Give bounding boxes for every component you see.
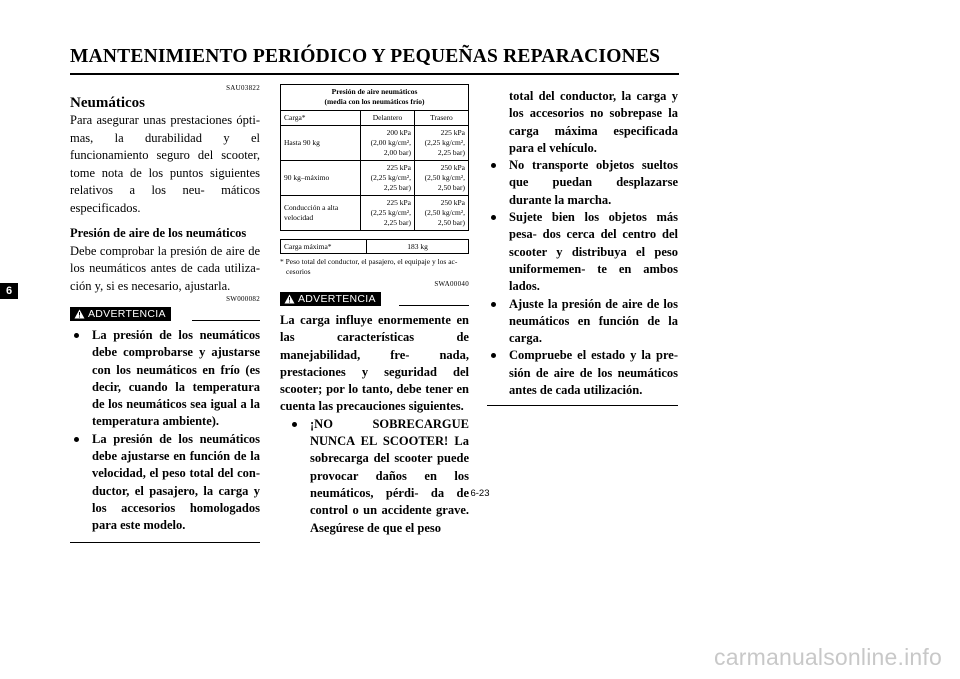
warning-label: ADVERTENCIA	[88, 308, 166, 320]
table-title-line: Presión de aire neumáticos	[331, 87, 418, 96]
cell-line: 225 kPa	[386, 163, 411, 172]
section-title: Neumáticos	[70, 95, 145, 111]
cell-line: 250 kPa	[440, 163, 465, 172]
warning-label-box	[280, 292, 381, 306]
table-row	[281, 161, 469, 196]
page-number: 6-23	[470, 488, 490, 499]
subheading: Presión de aire de los neumáticos	[70, 226, 247, 240]
list-item: Compruebe el estado y la pre- sión de aire de los neumáticos antes de cada utilización.	[487, 347, 678, 399]
cell-line: (2,50 kg/cm²,	[424, 173, 465, 182]
table-header-cell: Trasero	[415, 111, 469, 126]
table-cell: Carga máxima*	[281, 240, 367, 254]
section-code: SAU03822	[226, 84, 260, 92]
table-cell	[415, 126, 469, 161]
list-item: Sujete bien los objetos más pesa- dos cerca del centro del scooter y distribuya el peso uniformemen- te en ambos lados.	[487, 209, 678, 295]
max-load-table	[280, 239, 469, 254]
tire-pressure-table	[280, 84, 469, 231]
cell-line: (2,25 kg/cm²,	[370, 173, 411, 182]
warning-header	[280, 292, 469, 308]
right-column	[487, 84, 678, 406]
table-row	[281, 126, 469, 161]
table-cell: Hasta 90 kg	[281, 126, 361, 161]
cell-line: 2,50 bar)	[437, 218, 465, 227]
warning-rule	[399, 305, 469, 306]
warning-triangle-icon	[284, 294, 295, 304]
warning-rule	[192, 320, 260, 321]
table-row	[281, 240, 469, 254]
table-cell	[361, 196, 415, 231]
cell-line: 225 kPa	[440, 128, 465, 137]
cell-line: (2,25 kg/cm²,	[424, 138, 465, 147]
table-header-cell: Delantero	[361, 111, 415, 126]
table-cell	[361, 161, 415, 196]
table-header-row	[281, 111, 469, 126]
warning-paragraph: La carga influye enormemente en las características de manejabilidad, fre- nada, prestaciones y seguridad del scooter; por lo tanto, debe tener en cuenta las precauciones siguientes.	[280, 313, 469, 414]
cell-line: 225 kPa	[386, 198, 411, 207]
warning-label-box	[70, 307, 171, 321]
watermark: carmanualsonline.info	[714, 644, 942, 670]
cell-line: 200 kPa	[386, 128, 411, 137]
table-title-line: (media con los neumáticos frío)	[324, 97, 425, 106]
warning-code: SWA00040	[434, 280, 469, 288]
cell-line: 2,25 bar)	[383, 183, 411, 192]
intro-paragraph: Para asegurar unas prestaciones ópti- mas, la durabilidad y el funcionamiento seguro del scooter, tome nota de los puntos siguientes relativos a los neu- máticos especificados.	[70, 113, 260, 215]
table-cell: 90 kg–máximo	[281, 161, 361, 196]
cell-line: (2,00 kg/cm²,	[370, 138, 411, 147]
list-item: Ajuste la presión de aire de los neumáticos en función de la carga.	[487, 296, 678, 348]
cell-line: 250 kPa	[440, 198, 465, 207]
table-cell	[415, 196, 469, 231]
left-column	[70, 84, 260, 543]
warning-bullets	[280, 416, 469, 537]
list-item: La presión de los neumáticos debe ajustarse en función de la velocidad, el peso total del con- ductor, el pasajero, la carga y los accesorios homologados para este modelo.	[70, 431, 260, 535]
table-title	[281, 85, 469, 111]
warning-bullets	[487, 157, 678, 399]
cell-line: (2,50 kg/cm²,	[424, 208, 465, 217]
table-header-cell: Carga*	[281, 111, 361, 126]
body-paragraph: Debe comprobar la presión de aire de los neumáticos antes de cada utiliza- ción y, si es necesario, ajustarla.	[70, 243, 260, 293]
table-cell	[361, 126, 415, 161]
cell-line: 2,25 bar)	[383, 218, 411, 227]
footnote: * Peso total del conductor, el pasajero, el equipaje y los ac- cesorios	[280, 257, 458, 276]
chapter-tab: 6	[0, 283, 18, 299]
warning-label: ADVERTENCIA	[298, 293, 376, 305]
table-row	[281, 196, 469, 231]
list-item: La presión de los neumáticos debe comprobarse y ajustarse con los neumáticos en frío (es decir, cuando la temperatura de los neumáticos sea igual a la temperatura ambiente).	[70, 327, 260, 431]
middle-column	[280, 84, 469, 537]
warning-end-rule	[70, 542, 260, 543]
cell-line: 2,00 bar)	[383, 148, 411, 157]
cell-line: (2,25 kg/cm²,	[370, 208, 411, 217]
cell-line: 2,25 bar)	[437, 148, 465, 157]
warning-triangle-icon	[74, 309, 85, 319]
warning-header	[70, 307, 260, 323]
warning-code: SW000082	[226, 295, 260, 303]
list-item: No transporte objetos sueltos que puedan desplazarse durante la marcha.	[487, 157, 678, 209]
warning-end-rule	[487, 405, 678, 406]
cell-line: 2,50 bar)	[437, 183, 465, 192]
table-cell: 183 kg	[367, 240, 469, 254]
page-header-title: MANTENIMIENTO PERIÓDICO Y PEQUEÑAS REPARACIONES	[70, 46, 661, 67]
header-rule	[70, 73, 679, 75]
warning-bullets	[70, 327, 260, 535]
table-cell: Conducción a alta velocidad	[281, 196, 361, 231]
list-item: ¡NO SOBRECARGUE NUNCA EL SCOOTER! La sobrecarga del scooter puede provocar daños en los neumáticos, pérdi- da de control o un accidente grave. Asegúrese de que el peso	[288, 416, 469, 537]
continuation-text: total del conductor, la carga y los accesorios no sobrepase la carga máxima especificada para el vehículo.	[509, 89, 678, 155]
table-cell	[415, 161, 469, 196]
